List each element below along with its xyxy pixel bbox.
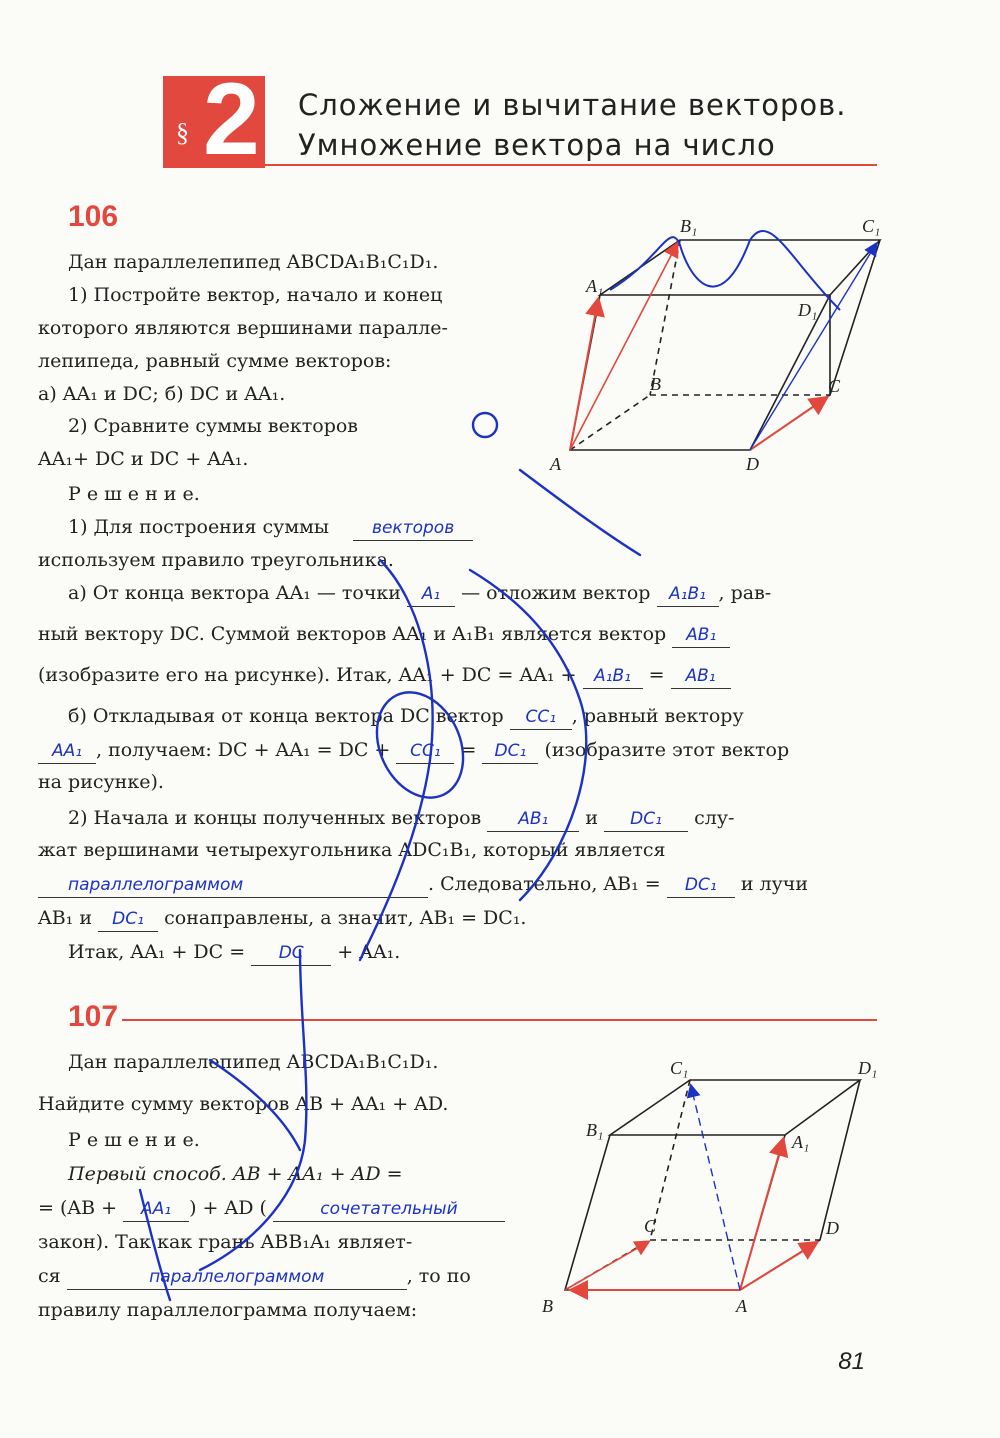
problem-number-106: 106	[68, 200, 119, 233]
section-title-line1: Сложение и вычитание векторов.	[298, 88, 847, 122]
text: AB₁ и	[38, 907, 93, 929]
vertex-label: B	[650, 374, 661, 394]
text: и лучи	[740, 873, 808, 895]
vertex-label: C₁	[862, 216, 881, 236]
p107-line1: Дан параллелепипед ABCDA₁B₁C₁D₁.	[68, 1051, 439, 1073]
handwritten-answer: AA₁	[123, 1197, 189, 1222]
vector-dc	[750, 398, 826, 450]
text: 1) Для построения суммы	[68, 516, 330, 538]
p107-line3: Первый способ. AB + AA₁ + AD =	[68, 1163, 403, 1185]
p106-line: Дан параллелепипед ABCDA₁B₁C₁D₁.	[68, 251, 439, 273]
p106-c-line2: жат вершинами четырехугольника ADC₁B₁, который является	[38, 839, 666, 861]
handwritten-answer: A₁B₁	[657, 582, 719, 607]
p106-line: которого являются вершинами паралле-	[38, 317, 448, 339]
handwritten-answer: параллелограммом	[38, 873, 428, 898]
handwritten-answer: DC₁	[604, 807, 688, 832]
text: и	[585, 807, 599, 829]
text: , получаем: DC + AA₁ = DC +	[96, 739, 391, 761]
solution-heading-106: Р е ш е н и е.	[68, 483, 200, 505]
vertex-label: C	[828, 376, 841, 396]
text: а) От конца вектора AA₁ — точки	[68, 582, 401, 604]
p107-line2: Найдите сумму векторов AB + AA₁ + AD.	[38, 1093, 449, 1115]
handwritten-answer: DC₁	[667, 873, 735, 898]
handwritten-answer: DC₁	[482, 739, 538, 764]
text: (изобразите его на рисунке). Итак, AA₁ + DC = AA₁ +	[38, 664, 577, 686]
vector-dc1	[750, 244, 876, 450]
vertex-label: B	[542, 1296, 553, 1316]
handwritten-answer: A₁B₁	[583, 664, 643, 689]
p106-a-line1	[68, 581, 771, 607]
p106-c-line1	[68, 806, 734, 832]
text: — отложим вектор	[461, 582, 651, 604]
handwritten-answer: параллелограммом	[67, 1265, 407, 1290]
p106-line: 2) Сравните суммы векторов	[68, 415, 358, 437]
handwritten-answer: сочетательный	[273, 1197, 505, 1222]
text: , то по	[406, 1265, 471, 1287]
p106-sol1-line2: используем правило треугольника.	[38, 549, 394, 571]
vector-aa1	[570, 300, 598, 450]
handwritten-answer: векторов	[353, 516, 473, 541]
handwritten-answer: DC	[251, 941, 331, 966]
solution-heading-107: Р е ш е н и е.	[68, 1129, 200, 1151]
handwritten-answer: CC₁	[510, 705, 572, 730]
section-symbol: §	[176, 118, 189, 147]
handwritten-answer: AB₁	[672, 623, 730, 648]
vertex-label: B₁	[680, 216, 698, 236]
text: =	[648, 664, 665, 686]
vertex-label: A₁	[792, 1132, 810, 1152]
header-rule	[265, 164, 877, 166]
section-title-line2: Умножение вектора на число	[298, 128, 776, 162]
p106-b-line2	[38, 738, 789, 764]
p107-line7: правилу параллелограмма получаем:	[38, 1299, 418, 1321]
vertex-label: C₁	[670, 1058, 689, 1078]
handwritten-answer: A₁	[407, 582, 455, 607]
text: (изобразите этот вектор	[544, 739, 790, 761]
p106-a-line3	[38, 663, 731, 689]
p107-line5: закон). Так как грань ABB₁A₁ являет-	[38, 1231, 413, 1253]
p106-c-line5	[68, 940, 400, 966]
problem-rule	[122, 1019, 877, 1021]
text: слу-	[694, 807, 735, 829]
p106-line: а) AA₁ и DC; б) DC и AA₁.	[38, 383, 286, 405]
p106-c-line4	[38, 906, 526, 932]
text: + AA₁.	[337, 941, 401, 963]
text: , рав-	[718, 582, 772, 604]
vertex-label: D	[746, 454, 759, 474]
handwritten-answer: CC₁	[396, 739, 454, 764]
p106-line: лепипеда, равный сумме векторов:	[38, 350, 392, 372]
top-face	[600, 240, 880, 295]
p106-a-line2	[38, 622, 730, 648]
text: . Следовательно, AB₁ =	[428, 873, 661, 895]
vertex-label: A₁	[586, 276, 604, 296]
figure-parallelepiped-106	[540, 200, 900, 490]
p107-line6	[38, 1264, 471, 1290]
vertex-label: B₁	[586, 1120, 604, 1140]
vertex-label: A	[550, 454, 561, 474]
vertex-label: A	[736, 1296, 747, 1316]
handwritten-answer: AB₁	[487, 807, 579, 832]
text: , равный вектору	[571, 705, 744, 727]
text: сонаправлены, а значит, AB₁ = DC₁.	[164, 907, 527, 929]
text: =	[460, 739, 477, 761]
p106-b-line1	[68, 704, 744, 730]
figure-parallelepiped-107	[530, 1050, 900, 1325]
section-number: 2	[203, 62, 260, 176]
vertex-label: C	[644, 1216, 657, 1236]
handwritten-scribble	[610, 231, 840, 310]
handwritten-answer: DC₁	[98, 907, 158, 932]
p106-b-line3: на рисунке).	[38, 771, 164, 793]
text: 2) Начала и концы полученных векторов	[68, 807, 482, 829]
vector-ac1	[691, 1086, 740, 1290]
p107-line4	[38, 1196, 505, 1222]
vertex-label: D₁	[798, 300, 818, 320]
text: ) + AD (	[189, 1197, 267, 1219]
text: ся	[38, 1265, 61, 1287]
vertex-label: D	[826, 1218, 839, 1238]
vector-ab1	[570, 244, 677, 450]
text: б) Откладывая от конца вектора DC вектор	[68, 705, 504, 727]
problem-number-107: 107	[68, 1000, 119, 1033]
text: Итак, AA₁ + DC =	[68, 941, 246, 963]
handwritten-answer: AA₁	[38, 739, 96, 764]
p106-line: 1) Постройте вектор, начало и конец	[68, 284, 443, 306]
text: ный вектору DC. Суммой векторов AA₁ и A₁B₁ является вектор	[38, 623, 667, 645]
p106-c-line3	[38, 872, 808, 898]
p106-sol1	[68, 515, 473, 541]
text: = (AB +	[38, 1197, 118, 1219]
p106-line: AA₁+ DC и DC + AA₁.	[38, 448, 249, 470]
vertex-label: D₁	[858, 1058, 878, 1078]
page-number: 81	[838, 1348, 865, 1375]
handwritten-answer: AB₁	[671, 664, 731, 689]
